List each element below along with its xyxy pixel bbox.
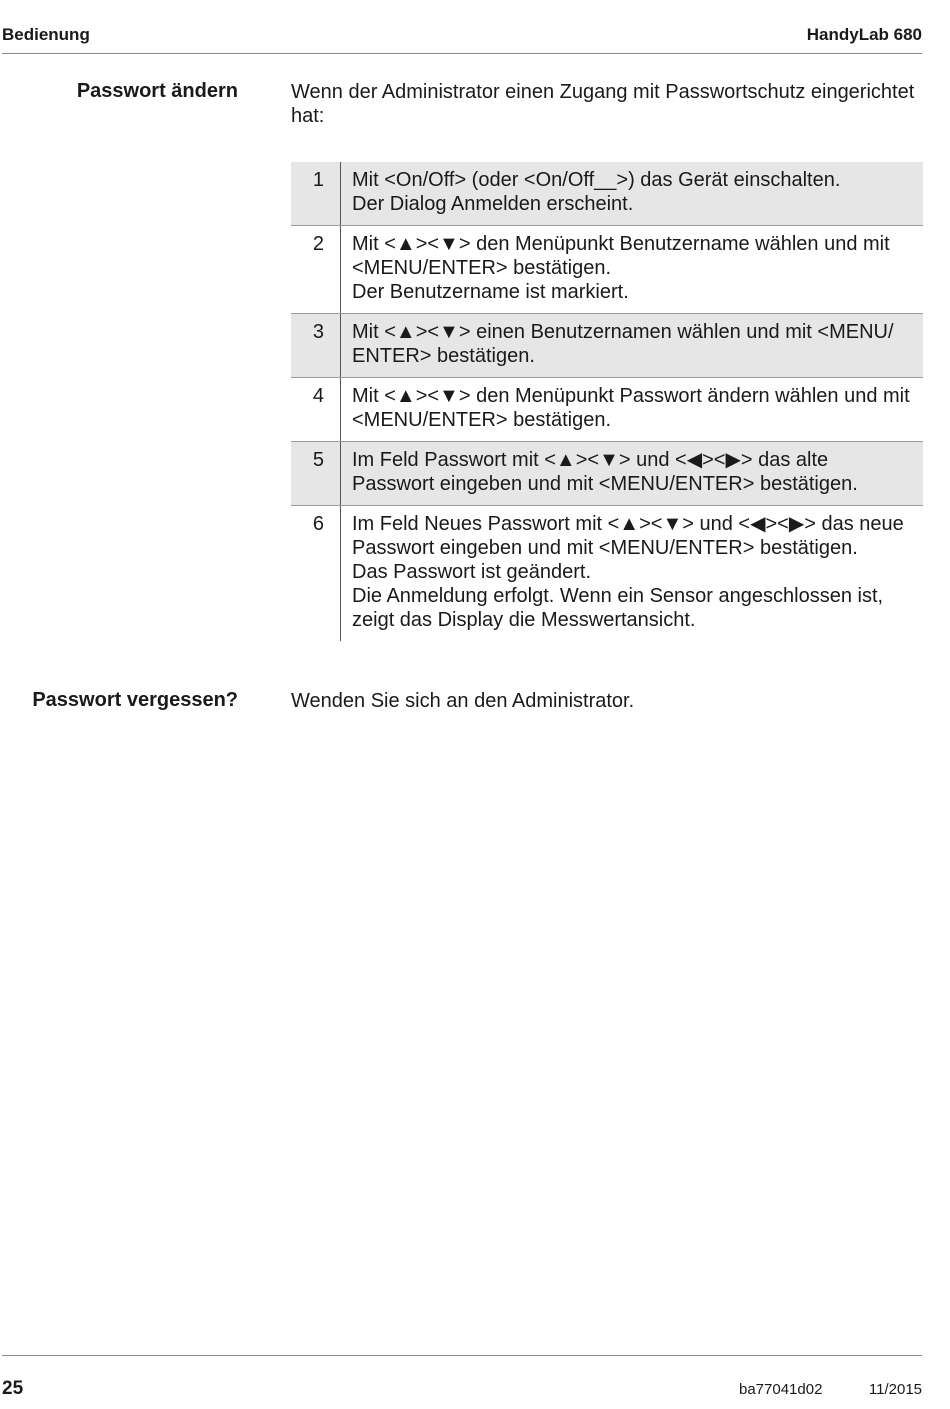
password-change-intro: Wenn der Administrator einen Zugang mit Passwortschutz eingerichtet hat:: [291, 81, 915, 127]
step-number: 6: [291, 506, 341, 641]
header-section-title: Bedienung: [2, 25, 90, 44]
step-number: 3: [291, 314, 341, 377]
step-row: [291, 378, 923, 442]
step-row: [291, 442, 923, 506]
header-divider: [2, 53, 922, 54]
step-line: Mit <▲><▼> einen Benutzernamen wählen und mit <MENU/ ENTER> bestätigen.: [352, 321, 894, 367]
step-number: 1: [291, 162, 341, 225]
step-instruction: [341, 442, 923, 505]
step-line: Der Benutzername ist markiert.: [352, 281, 629, 303]
step-instruction: [341, 162, 923, 225]
footer-page-number: 25: [2, 1378, 24, 1399]
footer-doc-id: ba77041d02: [739, 1381, 823, 1398]
step-row: [291, 162, 923, 226]
step-row: [291, 226, 923, 314]
section-label-password-change: Passwort ändern: [76, 80, 238, 102]
step-line: Der Dialog Anmelden erscheint.: [352, 193, 634, 215]
step-number: 4: [291, 378, 341, 441]
step-line: Mit <▲><▼> den Menüpunkt Benutzername wählen und mit <MENU/ENTER> bestätigen.: [352, 233, 890, 279]
step-instruction: [341, 226, 923, 313]
step-line: Mit <▲><▼> den Menüpunkt Passwort ändern wählen und mit <MENU/ENTER> bestätigen.: [352, 385, 910, 431]
header-product-name: HandyLab 680: [806, 25, 922, 44]
password-forgotten-text: Wenden Sie sich an den Administrator.: [291, 690, 635, 712]
step-row: [291, 506, 923, 641]
step-instruction: [341, 378, 923, 441]
step-line: Die Anmeldung erfolgt. Wenn ein Sensor angeschlossen ist, zeigt das Display die Messwertansicht.: [352, 585, 884, 631]
step-line: Mit <On/Off> (oder <On/Off__>) das Gerät einschalten.: [352, 169, 841, 191]
step-number: 2: [291, 226, 341, 313]
step-line: Das Passwort ist geändert.: [352, 561, 591, 583]
footer-divider: [2, 1355, 922, 1356]
step-line: Im Feld Passwort mit <▲><▼> und <◀><▶> das alte Passwort eingeben und mit <MENU/ENTER> bestätigen.: [352, 449, 858, 495]
step-line: Im Feld Neues Passwort mit <▲><▼> und <◀><▶> das neue Passwort eingeben und mit <MENU/ENTER> bestätigen.: [352, 513, 904, 559]
step-instruction: [341, 506, 923, 641]
section-label-password-forgotten: Passwort vergessen?: [32, 689, 238, 711]
step-number: 5: [291, 442, 341, 505]
footer-date: 11/2015: [868, 1381, 922, 1398]
step-instruction: [341, 314, 923, 377]
step-row: [291, 314, 923, 378]
steps-table: [291, 162, 923, 641]
